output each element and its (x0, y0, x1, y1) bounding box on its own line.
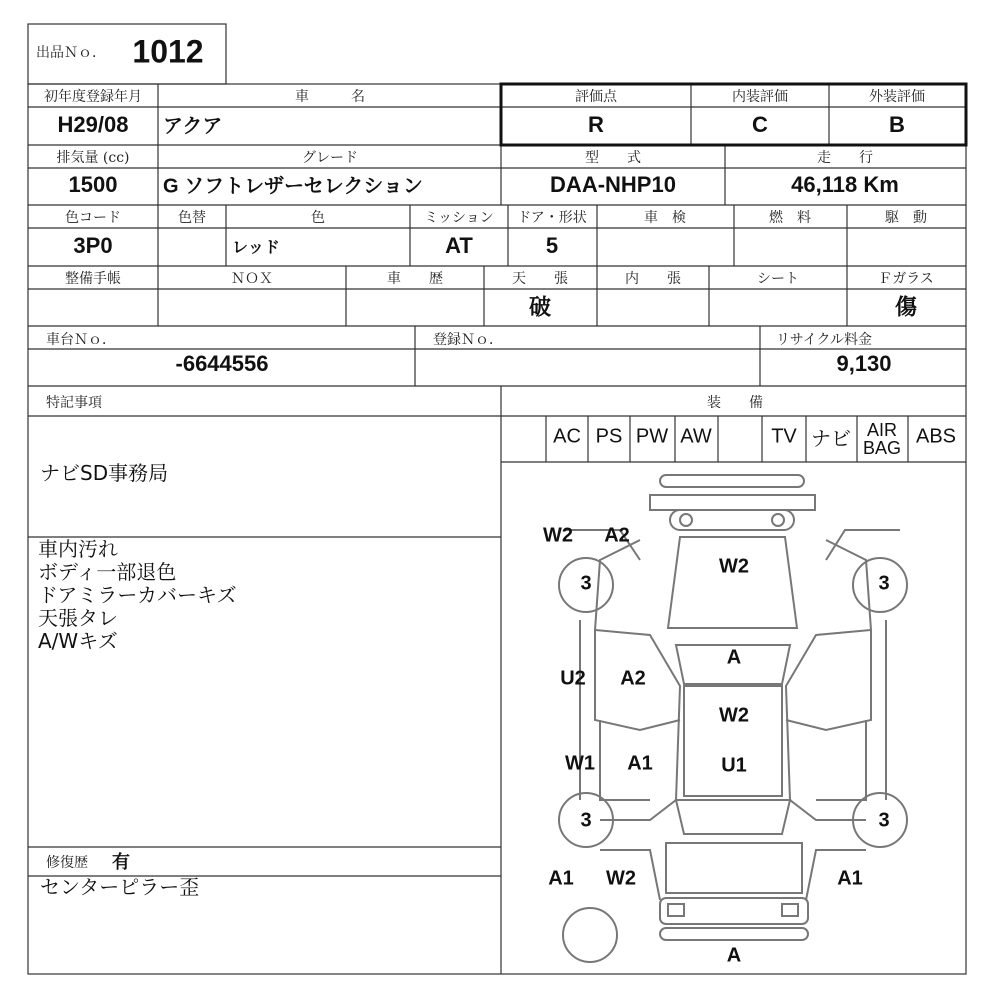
mark-left-a1: A1 (627, 752, 653, 775)
displacement-value: 1500 (68, 172, 118, 197)
chassis-value: -6644556 (175, 351, 269, 376)
equipment-airbag: AIR BAG (862, 420, 902, 458)
equipment-ac: AC (553, 425, 581, 448)
mark-windshield-a: A (726, 646, 742, 669)
mark-rear-right-a1: A1 (837, 867, 863, 890)
equipment-abs: ABS (915, 425, 957, 448)
mark-front-left-a2: A2 (604, 524, 630, 547)
first-reg-label: 初年度登録年月 (44, 89, 142, 105)
exterior-value: B (889, 112, 905, 137)
lot-number: 1012 (132, 33, 204, 70)
history-label: 車 歴 (387, 271, 443, 287)
mark-tire-rr: 3 (878, 809, 890, 832)
maintenance-label: 整備手帳 (65, 271, 121, 287)
repair-history-value: 有 (112, 852, 130, 872)
remark-item: ボディ一部退色 (38, 560, 177, 584)
color-code-value: 3P0 (73, 233, 113, 258)
car-name-value: アクア (163, 115, 223, 138)
nox-label: ＮＯＸ (231, 271, 273, 287)
door-value: 5 (545, 233, 559, 258)
front-glass-value: 傷 (894, 294, 918, 320)
mark-rear-bumper-a: A (726, 944, 742, 967)
remark-item: A/Wキズ (38, 629, 118, 653)
equipment-tv: TV (771, 425, 797, 448)
interior-label: 内装評価 (732, 89, 788, 105)
mark-tire-fl: 3 (580, 572, 592, 595)
mission-label: ミッション (424, 210, 494, 226)
mark-tire-fr: 3 (878, 572, 890, 595)
special-notes-text: ナビSD事務局 (40, 461, 169, 485)
equipment-aw: AW (680, 425, 712, 448)
mark-left-w1: W1 (565, 752, 595, 775)
first-reg-value: H29/08 (57, 112, 129, 137)
recycle-value: 9,130 (836, 351, 892, 376)
equipment-ps: PS (595, 425, 623, 448)
registration-label: 登録Ｎｏ． (433, 332, 503, 348)
model-label: 型 式 (585, 150, 641, 166)
seat-label: シート (757, 271, 799, 287)
lot-label: 出品Ｎｏ． (36, 45, 106, 61)
mark-roof-u1: U1 (721, 754, 747, 777)
remarks-list (38, 538, 237, 653)
exterior-label: 外装評価 (869, 89, 925, 105)
equipment-label: 装 備 (707, 395, 763, 411)
mark-hood-w2: W2 (719, 555, 749, 578)
model-value: DAA-NHP10 (550, 172, 676, 197)
car-name-label: 車 名 (295, 89, 365, 105)
score-value: R (588, 112, 604, 137)
mileage-label: 走 行 (817, 150, 873, 166)
mark-rear-left-a1: A1 (548, 867, 574, 890)
repair-history-text: センターピラー歪 (40, 875, 200, 899)
equipment-pw: PW (635, 425, 669, 448)
color-code-label: 色コード (65, 210, 121, 226)
inspection-label: 車 検 (644, 210, 686, 226)
mileage-value: 46,118 Km (791, 172, 899, 197)
recycle-label: リサイクル料金 (776, 332, 873, 348)
color-label: 色 (311, 210, 325, 226)
remark-item: 車内汚れ (38, 537, 118, 561)
chassis-label: 車台Ｎｏ． (46, 332, 116, 348)
mark-tire-rl: 3 (580, 809, 592, 832)
grade-label: グレード (302, 150, 358, 166)
interior-trim-label: 内 張 (625, 271, 681, 287)
grade-value: G ソフトレザーセレクション (163, 175, 423, 198)
mark-left-u2: U2 (560, 667, 586, 690)
remark-item: ドアミラーカバーキズ (38, 583, 237, 607)
interior-value: C (752, 112, 768, 137)
mark-front-left-w2: W2 (543, 524, 573, 547)
fuel-label: 燃 料 (769, 210, 811, 226)
ceiling-label: 天 張 (512, 271, 568, 287)
mark-roof-w2: W2 (719, 704, 749, 727)
mark-rear-left-w2: W2 (606, 867, 636, 890)
color-value: レッド (232, 239, 280, 257)
special-notes-label: 特記事項 (46, 395, 102, 411)
mission-value: AT (445, 233, 473, 258)
displacement-label: 排気量 (cc) (56, 150, 130, 166)
mark-left-a2: A2 (620, 667, 646, 690)
drive-label: 駆 動 (885, 210, 927, 226)
door-label: ドア・形状 (517, 210, 587, 226)
front-glass-label: Ｆガラス (878, 271, 934, 287)
repaint-label: 色替 (178, 210, 206, 226)
ceiling-value: 破 (528, 294, 552, 320)
score-label: 評価点 (575, 89, 617, 105)
repair-history-label: 修復歴 (46, 855, 88, 871)
equipment-navi: ナビ (811, 428, 851, 451)
remark-item: 天張タレ (38, 606, 118, 630)
